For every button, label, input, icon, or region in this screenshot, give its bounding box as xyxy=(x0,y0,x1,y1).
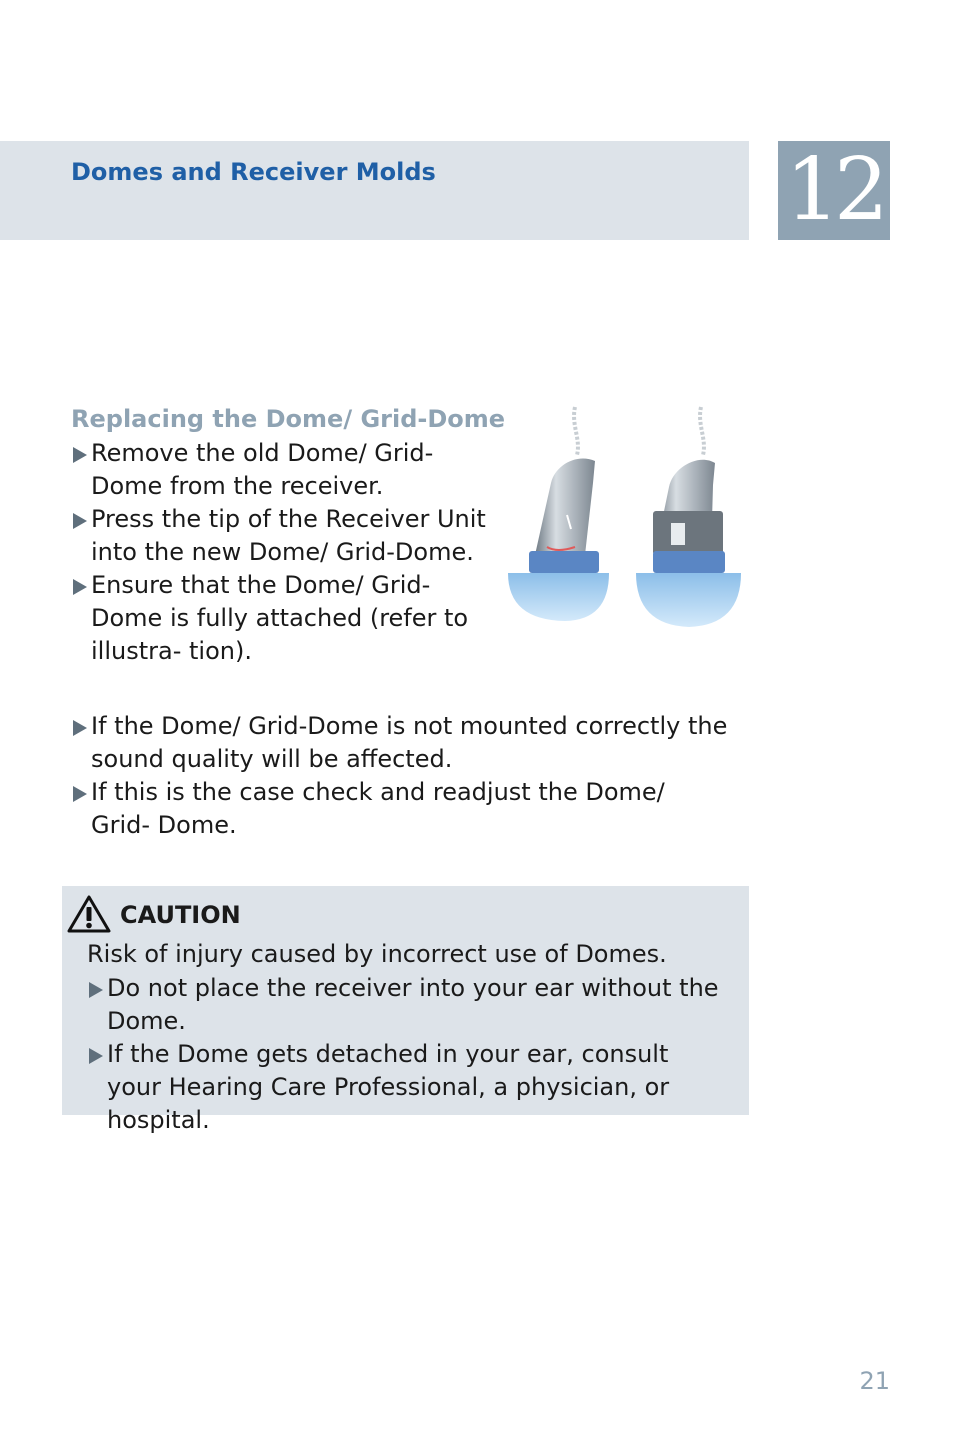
caution-intro: Risk of injury caused by incorrect use of Domes. xyxy=(87,940,667,968)
header-band xyxy=(0,141,749,240)
bullet-arrow-icon xyxy=(73,447,87,463)
bullet-arrow-icon xyxy=(89,1048,103,1064)
step-item xyxy=(71,569,501,668)
note-item xyxy=(71,710,731,776)
step-text: Ensure that the Dome/ Grid-Dome is fully attached (refer to illustra- tion). xyxy=(91,571,469,665)
note-text: If this is the case check and readjust the Dome/ Grid- Dome. xyxy=(91,778,665,839)
mounting-notes xyxy=(71,710,731,842)
caution-box xyxy=(62,886,749,1134)
receiver-with-dome-right xyxy=(636,407,741,627)
caution-list xyxy=(87,972,727,1137)
caution-item xyxy=(87,972,727,1038)
step-text: Press the tip of the Receiver Unit into the new Dome/ Grid-Dome. xyxy=(91,505,486,566)
note-text: If the Dome/ Grid-Dome is not mounted correctly the sound quality will be affected. xyxy=(91,712,728,773)
caution-label: CAUTION xyxy=(120,901,241,929)
step-text: Remove the old Dome/ Grid-Dome from the receiver. xyxy=(91,439,434,500)
step-item xyxy=(71,503,501,569)
warning-triangle-icon xyxy=(67,894,111,934)
note-item xyxy=(71,776,731,842)
step-item xyxy=(71,437,501,503)
receiver-with-dome-left xyxy=(508,407,609,621)
bullet-arrow-icon xyxy=(89,982,103,998)
bullet-arrow-icon xyxy=(73,513,87,529)
page-number: 21 xyxy=(859,1367,890,1395)
caution-text: If the Dome gets detached in your ear, consult your Hearing Care Professional, a physician, or hospital. xyxy=(107,1040,670,1134)
dome-receiver-illustration xyxy=(505,405,745,633)
bullet-arrow-icon xyxy=(73,786,87,802)
chapter-number: 12 xyxy=(778,141,890,240)
replacing-subhead: Replacing the Dome/ Grid-Dome xyxy=(71,405,506,433)
caution-text: Do not place the receiver into your ear without the Dome. xyxy=(107,974,719,1035)
bullet-arrow-icon xyxy=(73,720,87,736)
section-title: Domes and Receiver Molds xyxy=(71,158,436,186)
bullet-arrow-icon xyxy=(73,579,87,595)
replacing-steps xyxy=(71,437,501,668)
caution-item xyxy=(87,1038,727,1137)
